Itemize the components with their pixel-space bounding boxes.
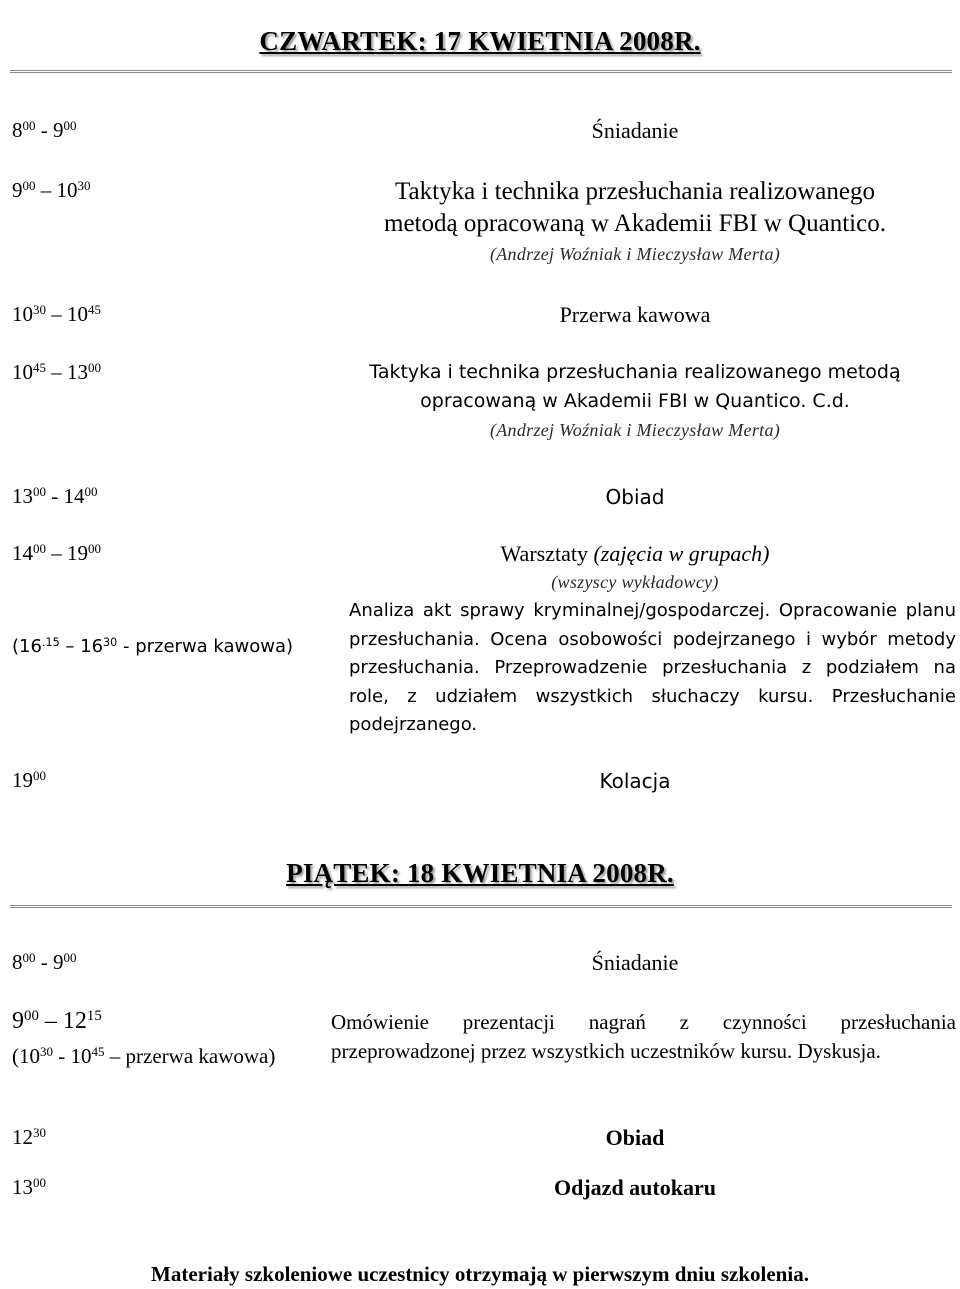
footer-note: Materiały szkoleniowe uczestnicy otrzymają w pierwszym dniu szkolenia. [151, 1262, 809, 1286]
dinner-label: Kolacja [599, 769, 671, 793]
divider [10, 70, 952, 73]
breakfast-label: Śniadanie [591, 118, 679, 143]
time-session: $9^{00} - 12^{15}$ [12, 1007, 102, 1034]
session-description: Omówienie prezentacji nagrań z czynności przesłuchania przeprowadzonej przez wszystkich uczestników kursu. Dyskusja. [331, 1010, 956, 1063]
workshop-lecturers: (wszyscy wykładowcy) [551, 572, 719, 592]
departure-label: Odjazd autokaru [554, 1175, 716, 1200]
session-break: ($10^{30} - 10^{45}$ – przerwa kawowa) [12, 1043, 276, 1068]
lunch-label: Obiad [605, 1125, 665, 1150]
time-breakfast: $8^{00} - 9^{00}$ [12, 949, 77, 974]
lunch-label: Obiad [605, 485, 665, 509]
time-session1: $9^{00} - 10^{30}$ [12, 177, 91, 202]
time-breakfast: $8^{00} - 9^{00}$ [12, 117, 77, 142]
day1-title: CZWARTEK: 17 KWIETNIA 2008R. [259, 26, 701, 56]
time-lunch: $12^{30}$ [12, 1124, 47, 1149]
breakfast-label: Śniadanie [591, 950, 679, 975]
time-workshop: $14^{00} - 19^{00}$ [12, 540, 102, 565]
time-dinner: $19^{00}$ [12, 767, 47, 792]
session2-lecturers: (Andrzej Woźniak i Mieczysław Merta) [489, 420, 781, 440]
workshop-title: Warsztaty (zajęcia w grupach) [500, 541, 770, 566]
workshop-description: Analiza akt sprawy kryminalnej/gospodarczej. Opracowanie planu przesłuchania. Ocena osobowości podejrzanego i wybór metody przesłuchania. Przeprowadzenie przesłuchania z podziałem na role, z udziałem wszystkich słuchaczy kursu. Przesłuchanie podejrzanego. [349, 600, 956, 735]
time-session2: $10^{45} - 13^{00}$ [12, 359, 102, 384]
session1-lecturers: (Andrzej Woźniak i Mieczysław Merta) [489, 244, 781, 264]
day2-title: PIĄTEK: 18 KWIETNIA 2008R. [286, 858, 674, 888]
time-lunch: $13^{00} - 14^{00}$ [12, 483, 98, 508]
session1-title-line2: metodą opracowaną w Akademii FBI w Quantico. [384, 210, 886, 237]
session2-title-line1: Taktyka i technika przesłuchania realizowanego metodą [369, 361, 901, 383]
time-departure: $13^{00}$ [12, 1174, 47, 1199]
divider [10, 905, 952, 908]
coffee-label: Przerwa kawowa [559, 302, 711, 327]
session2-title-line2: opracowaną w Akademii FBI w Quantico. C.d. [420, 390, 850, 412]
time-coffee: $10^{30} - 10^{45}$ [12, 301, 102, 326]
session1-title-line1: Taktyka i technika przesłuchania realizowanego [395, 178, 875, 205]
workshop-break: ($16^{.15} - 16^{30}$ - przerwa kawowa) [12, 635, 294, 657]
